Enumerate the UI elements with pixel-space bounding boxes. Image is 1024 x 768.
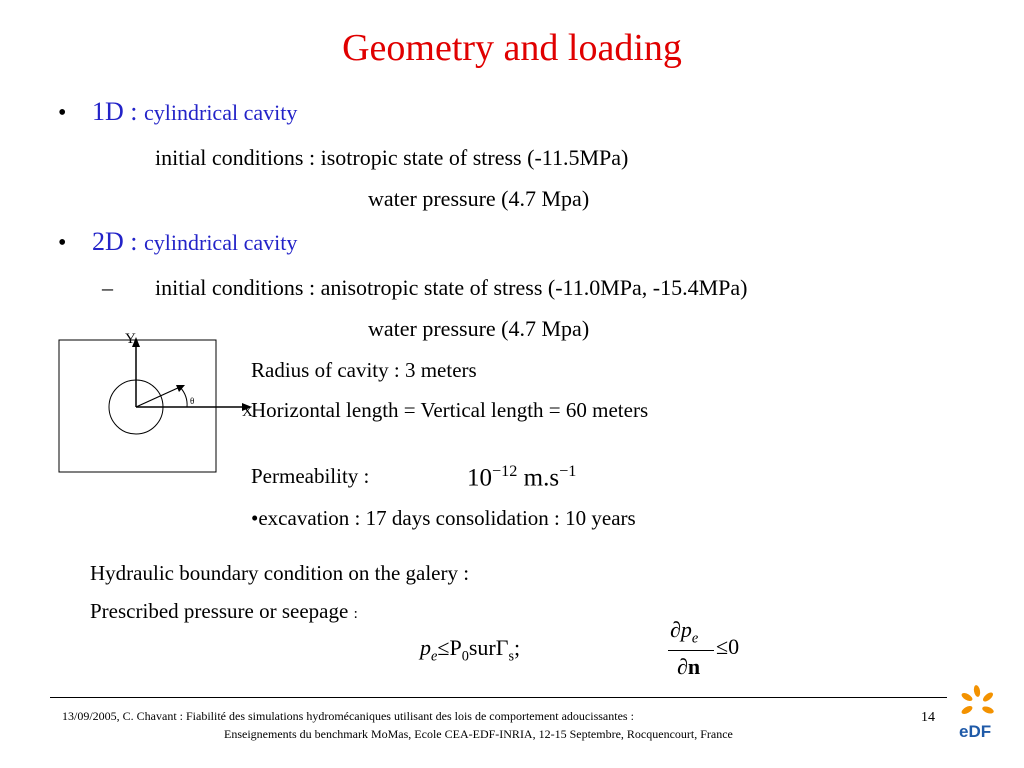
f2-partial-top: ∂ [670,617,681,642]
prescribed-colon: : [353,606,358,622]
initial-conditions-2d: initial conditions : anisotropic state of stress (-11.0MPa, -15.4MPa) [155,275,748,300]
f1-zero: 0 [461,648,469,665]
theta-label: θ [190,396,195,406]
initial-conditions-1d: initial conditions : isotropic state of stress (-11.5MPa) [155,145,629,170]
length-text: Horizontal length = Vertical length = 60 meters [251,398,649,422]
bullet-1d [92,97,297,127]
f2-p: p [680,617,692,642]
dash-marker: – [102,275,113,300]
radius-text: Radius of cavity : 3 meters [251,358,477,382]
footer-line-2: Enseignements du benchmark MoMas, Ecole CEA-EDF-INRIA, 12-15 Septembre, Rocquencourt, France [224,727,733,741]
permeability-value [467,462,576,492]
perm-exp: −12 [492,462,518,480]
formula-seepage-rhs [716,634,739,660]
formula-seepage-numerator [670,617,698,647]
slide-title: Geometry and loading [342,27,682,69]
theta-arc [180,387,187,407]
f1-sur: sur [468,635,496,660]
f1-s: s [508,648,515,665]
fraction-bar [668,650,714,651]
f2-n: n [687,654,701,679]
water-pressure-1d: water pressure (4.7 Mpa) [368,186,590,211]
f1-le: ≤ [437,635,450,660]
bullet-rest: cylindrical cavity [144,230,298,255]
bullet-marker: • [58,100,67,126]
excavation-text: •excavation : 17 days consolidation : 10 years [251,506,636,530]
bullet-head: 2D : [92,227,144,256]
bullet-head: 1D : [92,97,144,126]
edf-flower-icon [960,685,994,716]
formula-seepage-denominator [677,654,700,680]
x-label: X [242,404,253,420]
hydraulic-text: Hydraulic boundary condition on the galery : [90,561,470,585]
f1-semi: ; [514,635,521,660]
footer-divider [50,697,947,698]
permeability-label: Permeability : [251,464,370,488]
bullet-rest: cylindrical cavity [144,100,298,125]
water-pressure-2d: water pressure (4.7 Mpa) [368,316,590,341]
edf-logo [955,683,1003,743]
perm-base: 10 [467,464,492,492]
cavity-diagram [50,320,260,480]
bullet-2d [92,227,297,257]
f2-le: ≤ [716,634,729,659]
formula-pressure [420,635,520,665]
radius-line [136,387,180,407]
perm-unit: m.s [517,464,560,492]
edf-logo-text: eDF [959,722,992,741]
f1-p: p [420,635,431,660]
f1-gamma: Γ [495,635,509,660]
page-number: 14 [921,710,935,725]
prescribed-text [90,599,358,624]
prescribed-label: Prescribed pressure or seepage [90,599,349,623]
footer-line-1: 13/09/2005, C. Chavant : Fiabilité des simulations hydromécaniques utilisant des lois de comportement adoucissantes : [62,709,634,723]
bullet-marker: • [58,230,67,256]
perm-unit-exp: −1 [559,462,577,480]
f2-zero: 0 [728,634,740,659]
f2-partial-bottom: ∂ [677,654,688,679]
y-label: Y [125,331,136,347]
f1-e: e [431,648,438,665]
f2-e: e [691,630,699,647]
f1-P: P [449,635,462,660]
